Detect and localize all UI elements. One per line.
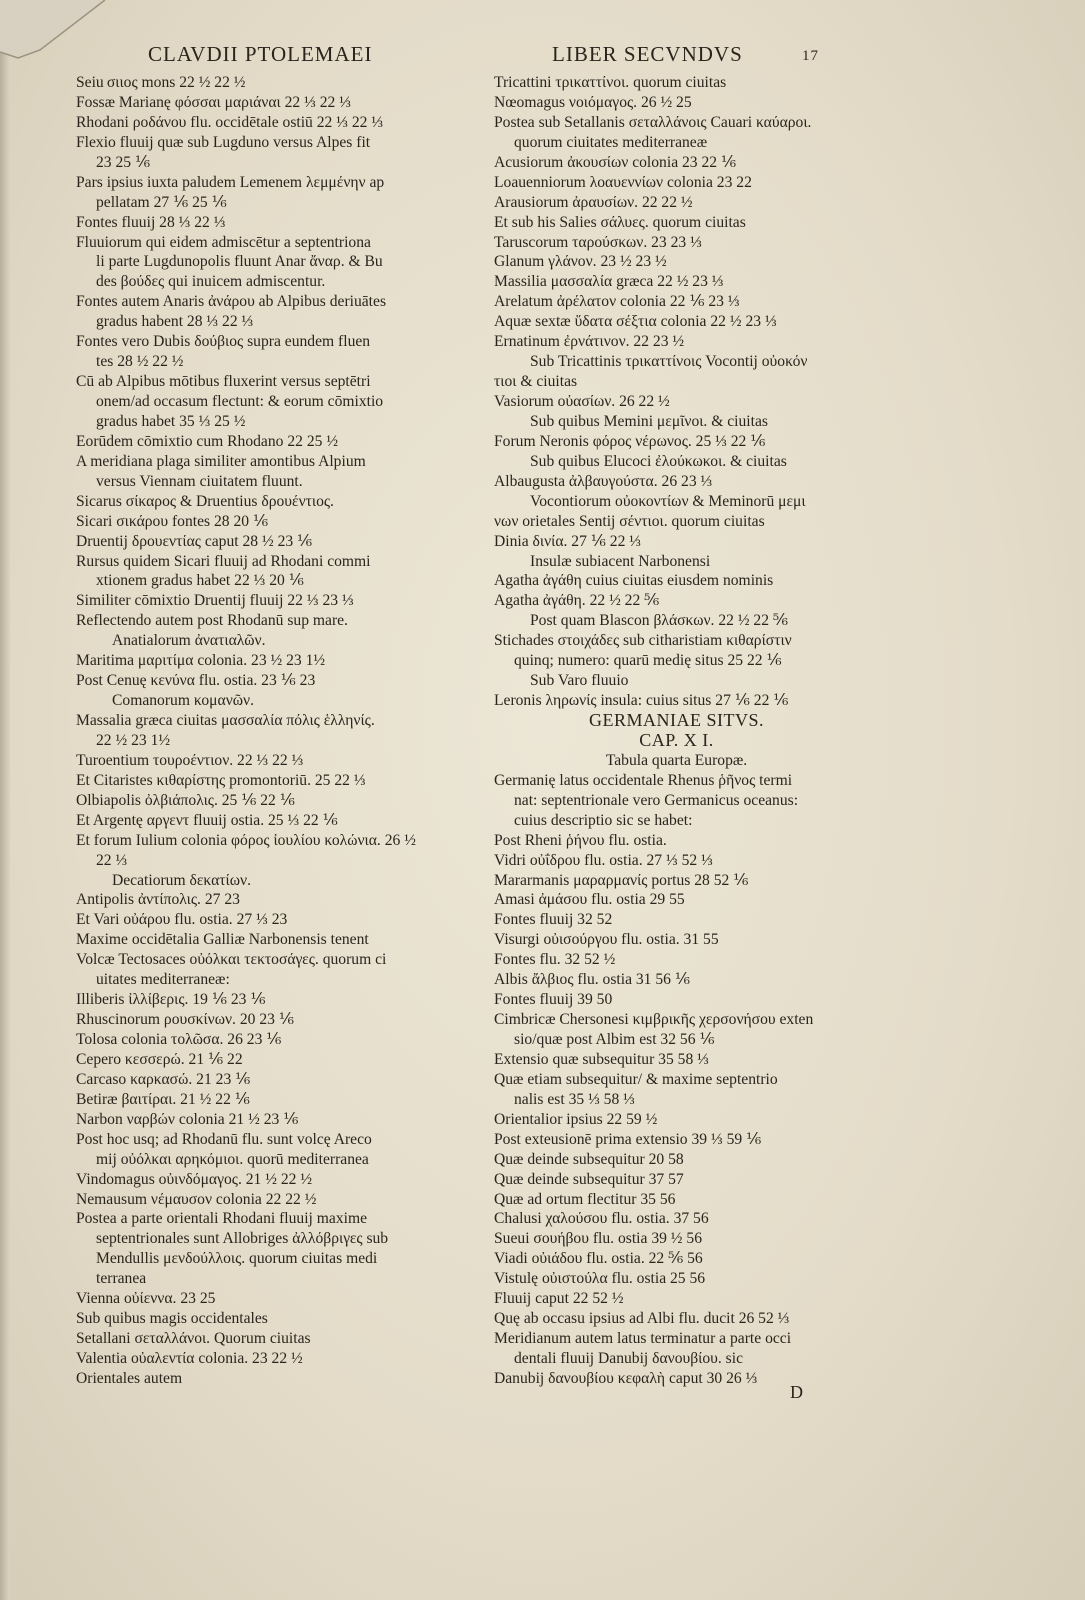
text-line: Tolosa colonia τολῶσα. 26 23 ⅙ xyxy=(76,1031,282,1048)
text-line: Fossæ Marianę φόσσαι μαριάναι 22 ⅓ 22 ⅓ xyxy=(76,93,351,111)
text-line: versus Viennam ciuitatem fluunt. xyxy=(96,472,303,490)
text-line: pellatam 27 ⅙ 25 ⅙ xyxy=(96,193,227,211)
text-line: Fluuiorum qui eidem admiscētur a septentriona xyxy=(76,233,371,251)
text-line: septentrionales sunt Allobriges ἀλλόβριγες sub xyxy=(96,1230,389,1248)
text-line: Post hoc usq; ad Rhodanū flu. sunt volcę Areco xyxy=(76,1130,372,1148)
text-line: Sicarus σίκαρος & Druentius δρουέντιος. xyxy=(76,492,334,510)
folio-number: 17 xyxy=(802,48,819,64)
text-line: Rhuscinorum ρουσκίνων. 20 23 ⅙ xyxy=(76,1011,294,1029)
text-line: quinq; numero: quarū medię situs 25 22 ⅙ xyxy=(514,652,782,670)
text-line: Turoentium τουροέντιον. 22 ⅓ 22 ⅓ xyxy=(76,751,304,769)
text-line: Carcaso καρκασώ. 21 23 ⅙ xyxy=(76,1070,251,1088)
text-line: Post exteusionē prima extensio 39 ⅓ 59 ⅙ xyxy=(494,1130,762,1148)
text-line: tes 28 ½ 22 ½ xyxy=(96,353,184,371)
text-line: uitates mediterraneæ: xyxy=(96,971,230,989)
right-text-column xyxy=(494,73,839,1389)
text-line: Sub Varo fluuio xyxy=(530,672,629,690)
text-line: Insulæ subiacent Narbonensi xyxy=(530,552,711,570)
text-line: Loauenniorum λοαυεννίων colonia 23 22 xyxy=(494,173,752,191)
header-book: LIBER SECVNDVS xyxy=(552,42,743,66)
text-line: Postea sub Setallanis σεταλλάνοις Cauari καύαροι. xyxy=(494,113,812,131)
text-line: Arelatum ἀρέλατον colonia 22 ⅙ 23 ⅓ xyxy=(494,293,740,311)
text-line: 22 ⅓ xyxy=(96,851,128,869)
text-line: nat: septentrionale vero Germanicus oceanus: xyxy=(514,791,799,809)
text-line: Mendullis μενδούλλοις. quorum ciuitas medi xyxy=(96,1250,378,1268)
text-line: Vindomagus οὐινδόμαγος. 21 ½ 22 ½ xyxy=(76,1170,313,1188)
text-line: Antipolis ἀντίπολις. 27 23 xyxy=(76,891,240,909)
text-line: Post Cenuę κενύνα flu. ostia. 23 ⅙ 23 xyxy=(76,672,316,690)
signature-mark: D xyxy=(790,1382,803,1402)
text-line: xtionem gradus habet 22 ⅓ 20 ⅙ xyxy=(96,572,304,590)
text-line: Cepero κεσσερώ. 21 ⅙ 22 xyxy=(76,1050,243,1068)
text-line: Germanię latus occidentale Rhenus ῥῆνος termi xyxy=(494,771,793,789)
text-line: mij οὐόλκαι αρηκόμιοι. quorū mediterranea xyxy=(96,1150,369,1168)
text-line: Sueui σουήβου flu. ostia 39 ½ 56 xyxy=(494,1230,702,1248)
text-line: cuius descriptio sic se habet: xyxy=(514,811,693,829)
text-line: Ernatinum ἐρνάτινον. 22 23 ½ xyxy=(494,333,685,351)
text-line: A meridiana plaga similiter amontibus Alpium xyxy=(76,452,366,470)
text-line: Post quam Blascon βλάσκων. 22 ½ 22 ⅚ xyxy=(530,612,789,630)
text-line: Nœomagus νοιόμαγος. 26 ½ 25 xyxy=(494,93,692,111)
text-line: Sub quibus Elucoci ἐλούκωκοι. & ciuitas xyxy=(530,452,787,470)
text-line: Fontes flu. 32 52 ½ xyxy=(494,951,616,969)
text-line: Orientalior ipsius 22 59 ½ xyxy=(494,1110,658,1128)
text-line: Stichades στοιχάδες sub citharistiam κιθαρίστιν xyxy=(494,632,792,650)
text-line: Pars ipsius iuxta paludem Lemenem λεμμένην ap xyxy=(76,173,385,191)
text-line: Et sub his Salies σάλυες. quorum ciuitas xyxy=(494,213,746,231)
text-line: Illiberis ἰλλίβερις. 19 ⅙ 23 ⅙ xyxy=(76,991,266,1009)
text-line: Quę ab occasu ipsius ad Albi flu. ducit 26 52 ⅓ xyxy=(494,1310,790,1328)
text-line: Sub Tricattinis τρικαττίνοις Vocontij οὐοκόν xyxy=(530,353,808,371)
text-line: Quæ etiam subsequitur/ & maxime septentrio xyxy=(494,1070,778,1088)
text-line: Maritima μαριτίμα colonia. 23 ½ 23 1½ xyxy=(76,652,326,670)
text-line: Vidri οὐΐδρου flu. ostia. 27 ⅓ 52 ⅓ xyxy=(494,851,713,869)
text-line: 23 25 ⅙ xyxy=(96,153,151,171)
chapter-subtitle: Tabula quarta Europæ. xyxy=(605,751,748,769)
text-line: Agatha ἀγάθη cuius ciuitas eiusdem nominis xyxy=(494,572,774,590)
text-line: Extensio quæ subsequitur 35 58 ⅓ xyxy=(494,1050,709,1068)
text-line: Leronis ληρωνίς insula: cuius situs 27 ⅙ 22 ⅙ xyxy=(494,692,789,710)
text-line: terranea xyxy=(96,1270,147,1288)
text-line: Acusiorum ἀκουσίων colonia 23 22 ⅙ xyxy=(494,153,737,171)
chapter-number: CAP. X I. xyxy=(639,730,714,750)
text-line: Taruscorum ταρούσκων. 23 23 ⅓ xyxy=(494,233,702,251)
text-line: Chalusi χαλούσου flu. ostia. 37 56 xyxy=(494,1210,709,1228)
text-line: Flexio fluuij quæ sub Lugduno versus Alpes fit xyxy=(76,133,371,151)
text-line: Et forum Iulium colonia φόρος ἰουλίου κολώνια. 26 ½ xyxy=(76,831,416,849)
page-binding-shadow xyxy=(0,0,10,1600)
text-line: Similiter cōmixtio Druentij fluuij 22 ⅓ 23 ⅓ xyxy=(76,592,354,610)
text-line: Setallani σεταλλάνοι. Quorum ciuitas xyxy=(76,1330,311,1348)
text-line: Albis ἄλβιος flu. ostia 31 56 ⅙ xyxy=(494,971,690,989)
text-line: Nemausum νέμαυσον colonia 22 22 ½ xyxy=(76,1190,317,1208)
text-line: Betiræ βαιτίραι. 21 ½ 22 ⅙ xyxy=(76,1090,250,1108)
text-line: dentali fluuij Danubij δανουβίου. sic xyxy=(514,1350,744,1367)
text-line: Reflectendo autem post Rhodanū sup mare. xyxy=(76,612,348,630)
text-line: Amasi ἀμάσου flu. ostia 29 55 xyxy=(494,891,685,909)
text-line: Rhodani ροδάνου flu. occidētale ostiū 22 ⅓ 22 ⅓ xyxy=(76,113,384,131)
chapter-heading: GERMANIAE SITVS. xyxy=(588,711,764,730)
text-line: Tricattini τρικαττίνοι. quorum ciuitas xyxy=(494,74,727,91)
text-line: Fontes autem Anaris ἀνάρου ab Alpibus deriuātes xyxy=(76,293,387,311)
text-line: Albaugusta ἀλβαυγούστα. 26 23 ⅓ xyxy=(494,472,713,490)
text-line: Vienna οὐίεννα. 23 25 xyxy=(76,1290,216,1308)
text-line: Decatiorum δεκατίων. xyxy=(112,871,251,889)
text-line: Forum Neronis φόρος νέρωνος. 25 ⅓ 22 ⅙ xyxy=(494,432,766,450)
text-line: Postea a parte orientali Rhodani fluuij maxime xyxy=(76,1210,368,1228)
text-line: Narbon ναρβών colonia 21 ½ 23 ⅙ xyxy=(76,1110,299,1128)
text-line: Anatialorum ἀνατιαλῶν. xyxy=(112,632,266,650)
text-line: Aquæ sextæ ὕδατα σέξτια colonia 22 ½ 23 ⅓ xyxy=(494,313,777,331)
left-text-column xyxy=(76,73,421,1389)
text-line: Sicari σικάρου fontes 28 20 ⅙ xyxy=(76,512,269,530)
text-line: Rursus quidem Sicari fluuij ad Rhodani commi xyxy=(76,552,371,570)
text-line: Glanum γλάνον. 23 ½ 23 ½ xyxy=(494,253,667,271)
text-line: Fluuij caput 22 52 ½ xyxy=(494,1290,624,1308)
text-line: Meridianum autem latus terminatur a parte occi xyxy=(494,1330,792,1348)
text-line: Et Vari οὐάρου flu. ostia. 27 ⅓ 23 xyxy=(76,911,288,929)
text-line: nalis est 35 ⅓ 58 ⅓ xyxy=(514,1090,635,1108)
text-line: des βούδες qui inuicem admiscentur. xyxy=(96,273,326,291)
text-line: quorum ciuitates mediterraneæ xyxy=(514,133,708,151)
text-line: Vocontiorum οὐοκοντίων & Meminorū μεμι xyxy=(530,492,806,510)
text-line: Volcæ Tectosaces οὐόλκαι τεκτοσάγες. quorum ci xyxy=(76,951,387,969)
text-line: Viadi οὐιάδου flu. ostia. 22 ⅚ 56 xyxy=(494,1250,703,1268)
text-line: li parte Lugdunopolis fluunt Anar ἄναρ. & Bu xyxy=(96,253,383,271)
text-line: τιοι & ciuitas xyxy=(494,373,578,391)
text-line: Sub quibus magis occidentales xyxy=(76,1310,268,1328)
text-line: νων orietales Sentij σέντιοι. quorum ciuitas xyxy=(494,512,765,530)
text-line: 22 ½ 23 1½ xyxy=(96,731,171,749)
text-line: Agatha ἀγάθη. 22 ½ 22 ⅚ xyxy=(494,592,660,610)
text-line: Quæ deinde subsequitur 37 57 xyxy=(494,1170,684,1188)
text-line: Massalia græca ciuitas μασσαλία πόλις ἑλληνίς. xyxy=(76,712,375,729)
text-line: Eorūdem cōmixtio cum Rhodano 22 25 ½ xyxy=(76,432,339,450)
text-line: Orientales autem xyxy=(76,1369,183,1387)
running-header xyxy=(0,42,1085,72)
text-line: Et Citaristes κιθαρίστης promontoriū. 25 22 ⅓ xyxy=(76,771,366,789)
text-line: Vasiorum οὐασίων. 26 22 ½ xyxy=(494,393,670,410)
text-line: Post Rheni ῥήνου flu. ostia. xyxy=(494,831,667,849)
text-line: Druentij δρουεντίας caput 28 ½ 23 ⅙ xyxy=(76,532,313,550)
text-line: Quæ ad ortum flectitur 35 56 xyxy=(494,1190,676,1208)
text-line: Cimbricæ Chersonesi κιμβρικῆς χερσονήσου exten xyxy=(494,1011,814,1029)
text-line: Mararmanis μαραρμανίς portus 28 52 ⅙ xyxy=(494,871,749,889)
text-line: sio/quæ post Albim est 32 56 ⅙ xyxy=(514,1031,715,1048)
text-line: gradus habet 35 ⅓ 25 ½ xyxy=(96,412,246,430)
text-line: Olbiapolis ὀλβιάπολις. 25 ⅙ 22 ⅙ xyxy=(76,791,295,809)
text-line: Sub quibus Memini μεμῖνοι. & ciuitas xyxy=(530,412,768,430)
text-line: Fontes fluuij 28 ⅓ 22 ⅓ xyxy=(76,213,226,231)
text-line: Seiu σιιος mons 22 ½ 22 ½ xyxy=(76,74,246,91)
text-line: Vistulę οὐιστούλα flu. ostia 25 56 xyxy=(494,1270,706,1288)
text-line: Visurgi οὐισούργου flu. ostia. 31 55 xyxy=(494,931,719,949)
text-line: Cū ab Alpibus mōtibus fluxerint versus septētri xyxy=(76,373,371,391)
text-line: Et Argentę αργεντ fluuij ostia. 25 ⅓ 22 ⅙ xyxy=(76,811,338,829)
text-line: Arausiorum ἀραυσίων. 22 22 ½ xyxy=(494,193,693,211)
text-line: Valentia οὐαλεντία colonia. 23 22 ½ xyxy=(76,1350,303,1367)
text-line: Fontes vero Dubis δούβιος supra eundem fluen xyxy=(76,333,371,351)
text-line: Massilia μασσαλία græca 22 ½ 23 ⅓ xyxy=(494,273,724,291)
text-line: Quæ deinde subsequitur 20 58 xyxy=(494,1150,684,1168)
text-line: Danubij δανουβίου κεφαλὴ caput 30 26 ⅓ xyxy=(494,1369,758,1387)
text-line: onem/ad occasum flectunt: & eorum cōmixtio xyxy=(96,393,384,410)
text-line: Maxime occidētalia Galliæ Narbonensis tenent xyxy=(76,931,369,949)
text-line: Fontes fluuij 39 50 xyxy=(494,991,613,1009)
text-line: Fontes fluuij 32 52 xyxy=(494,911,613,929)
header-author: CLAVDII PTOLEMAEI xyxy=(148,42,373,66)
text-line: Comanorum κομανῶν. xyxy=(112,692,254,710)
text-line: Dinia δινία. 27 ⅙ 22 ⅓ xyxy=(494,532,641,550)
text-line: gradus habent 28 ⅓ 22 ⅓ xyxy=(96,313,254,331)
